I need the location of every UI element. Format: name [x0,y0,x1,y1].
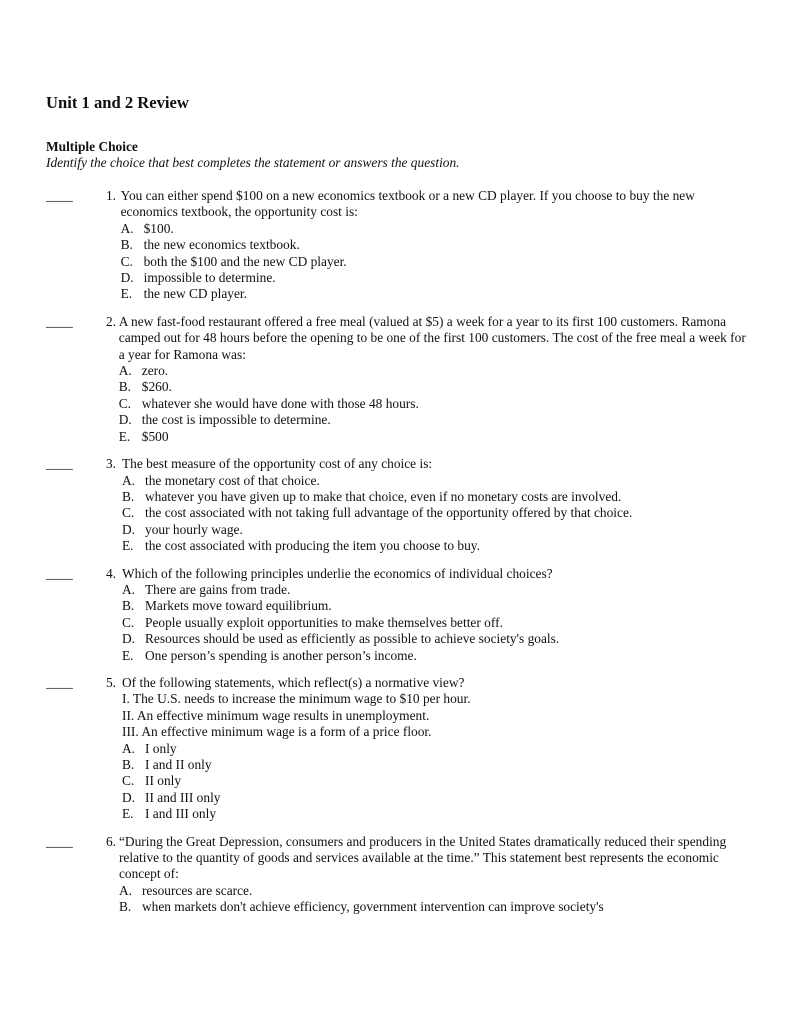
choice-text: whatever you have given up to make that choice, even if no monetary costs are involved. [145,488,622,504]
question-text: “During the Great Depression, consumers and producers in the United States dramatically reduced their spending relative to the quantity of goods and services available at the time.” This statement best represents the economic concept of: [118,833,727,882]
choice-text: the monetary cost of that choice. [145,472,320,488]
answer-choice [122,489,746,505]
answer-choice [121,237,746,253]
answer-choice [122,598,746,614]
question-1 [46,188,746,303]
choice-letter: E. [118,428,131,444]
answer-choice [119,883,746,899]
question-statement: I. The U.S. needs to increase the minimum wage to $10 per hour. [122,691,471,707]
choice-letter: D. [118,412,132,428]
question-statement: III. An effective minimum wage is a form of a price floor. [122,724,432,740]
answer-choice [121,221,746,237]
choice-text: resources are scarce. [141,882,253,898]
question-list [46,188,746,927]
answer-blank[interactable]: ____ [46,456,73,472]
section-title: Multiple Choice [46,139,138,154]
answer-choice [122,741,746,757]
choice-letter: E. [122,647,134,663]
choice-letter: A. [122,472,136,488]
choice-letter: A. [122,581,136,597]
choice-text: your hourly wage. [145,521,243,537]
choice-letter: A. [122,740,136,756]
answer-blank[interactable]: ____ [46,313,73,329]
choice-letter: B. [122,488,135,504]
question-6 [46,834,746,916]
choice-text: $500 [141,428,169,444]
choice-letter: A. [118,363,132,379]
answer-choice [121,254,746,270]
answer-choice [119,396,746,412]
choice-text: Markets move toward equilibrium. [145,598,332,614]
choice-text: There are gains from trade. [145,581,291,597]
answer-choice [122,538,746,554]
question-number: 6. [105,833,116,849]
question-statement: II. An effective minimum wage results in unemployment. [122,707,430,723]
answer-choice [119,379,746,395]
choice-text: the new CD player. [143,286,247,302]
question-body [121,188,746,303]
choice-letter: B. [122,757,135,772]
question-body [122,566,746,664]
answer-choice [122,757,746,773]
answer-choice [122,773,746,789]
choice-text: impossible to determine. [143,270,276,286]
answer-choice [122,790,746,806]
choice-letter: C. [122,614,135,630]
question-number: 4. [105,565,116,581]
choice-letter: C. [122,505,135,521]
question-text: You can either spend $100 on a new economics textbook or a new CD player. If you choose to buy the new economics textbook, the opportunity cost is: [120,188,695,220]
question-body [122,675,746,823]
choice-text: People usually exploit opportunities to make themselves better off. [145,614,503,630]
question-number: 2. [105,313,116,329]
answer-choice [121,270,746,286]
answer-choice [122,473,746,489]
question-text: A new fast-food restaurant offered a free meal (valued at $5) a week for a year to its first 100 customers. Ramona camped out for 48 hours before the opening to be one of the first 100 customers. The cost of the free meal a week for a year for Ramona was: [118,313,746,362]
question-3 [46,456,746,554]
choice-letter: D. [122,631,136,647]
answer-choice [119,363,746,379]
choice-letter: E. [122,538,134,554]
question-number: 5. [105,674,116,690]
answer-choice [119,899,746,915]
answer-blank[interactable]: ____ [46,674,73,690]
question-body [119,834,746,916]
choice-text: II only [145,773,182,789]
document-title: Unit 1 and 2 Review [46,93,189,112]
choice-letter: A. [120,220,134,236]
answer-choice [122,505,746,521]
choice-letter: A. [118,882,132,898]
choice-text: Resources should be used as efficiently as possible to achieve society's goals. [145,631,560,647]
answer-blank[interactable]: ____ [46,188,73,203]
choice-letter: B. [118,899,132,915]
question-text: The best measure of the opportunity cost of any choice is: [122,456,433,472]
question-number: 1. [105,188,116,203]
choice-text: zero. [141,363,169,379]
choice-letter: B. [122,598,135,614]
choice-text: $100. [143,220,174,236]
choice-text: I and III only [145,806,217,822]
question-5 [46,675,746,823]
choice-letter: C. [118,395,132,411]
choice-letter: C. [120,253,133,269]
question-number: 3. [105,456,116,472]
choice-text: the cost associated with not taking full advantage of the opportunity offered by that choice. [145,505,633,521]
answer-choice [122,806,746,822]
question-text: Of the following statements, which reflect(s) a normative view? [122,674,465,690]
choice-text: whatever she would have done with those 48 hours. [141,395,419,411]
section-instructions: Identify the choice that best completes the statement or answers the question. [46,155,460,170]
answer-blank[interactable]: ____ [46,565,73,581]
answer-choice [122,631,746,647]
choice-text: I and II only [145,757,212,772]
choice-letter: E. [122,806,134,822]
choice-letter: D. [120,270,134,286]
question-body [122,456,746,554]
choice-text: I only [145,740,177,756]
answer-choice [119,412,746,428]
answer-choice [119,429,746,445]
answer-choice [122,582,746,598]
choice-letter: C. [122,773,135,789]
answer-choice [122,648,746,664]
choice-text: the new economics textbook. [143,237,300,253]
choice-text: when markets don't achieve efficiency, government intervention can improve society's [141,899,604,915]
choice-text: the cost associated with producing the item you choose to buy. [145,538,480,554]
choice-text: II and III only [145,789,221,805]
answer-choice [121,286,746,302]
answer-blank[interactable]: ____ [46,833,73,849]
question-4 [46,566,746,664]
answer-choice [122,522,746,538]
answer-choice [122,615,746,631]
question-body [119,314,746,445]
choice-text: One person’s spending is another person’s income. [145,647,417,663]
choice-letter: B. [118,379,132,395]
choice-letter: B. [120,237,133,253]
choice-letter: D. [122,521,136,537]
choice-text: both the $100 and the new CD player. [143,253,347,269]
question-text: Which of the following principles underlie the economics of individual choices? [122,565,553,581]
choice-letter: E. [120,286,133,302]
question-2 [46,314,746,445]
choice-text: $260. [141,379,172,395]
choice-text: the cost is impossible to determine. [141,412,331,428]
choice-letter: D. [122,789,136,805]
